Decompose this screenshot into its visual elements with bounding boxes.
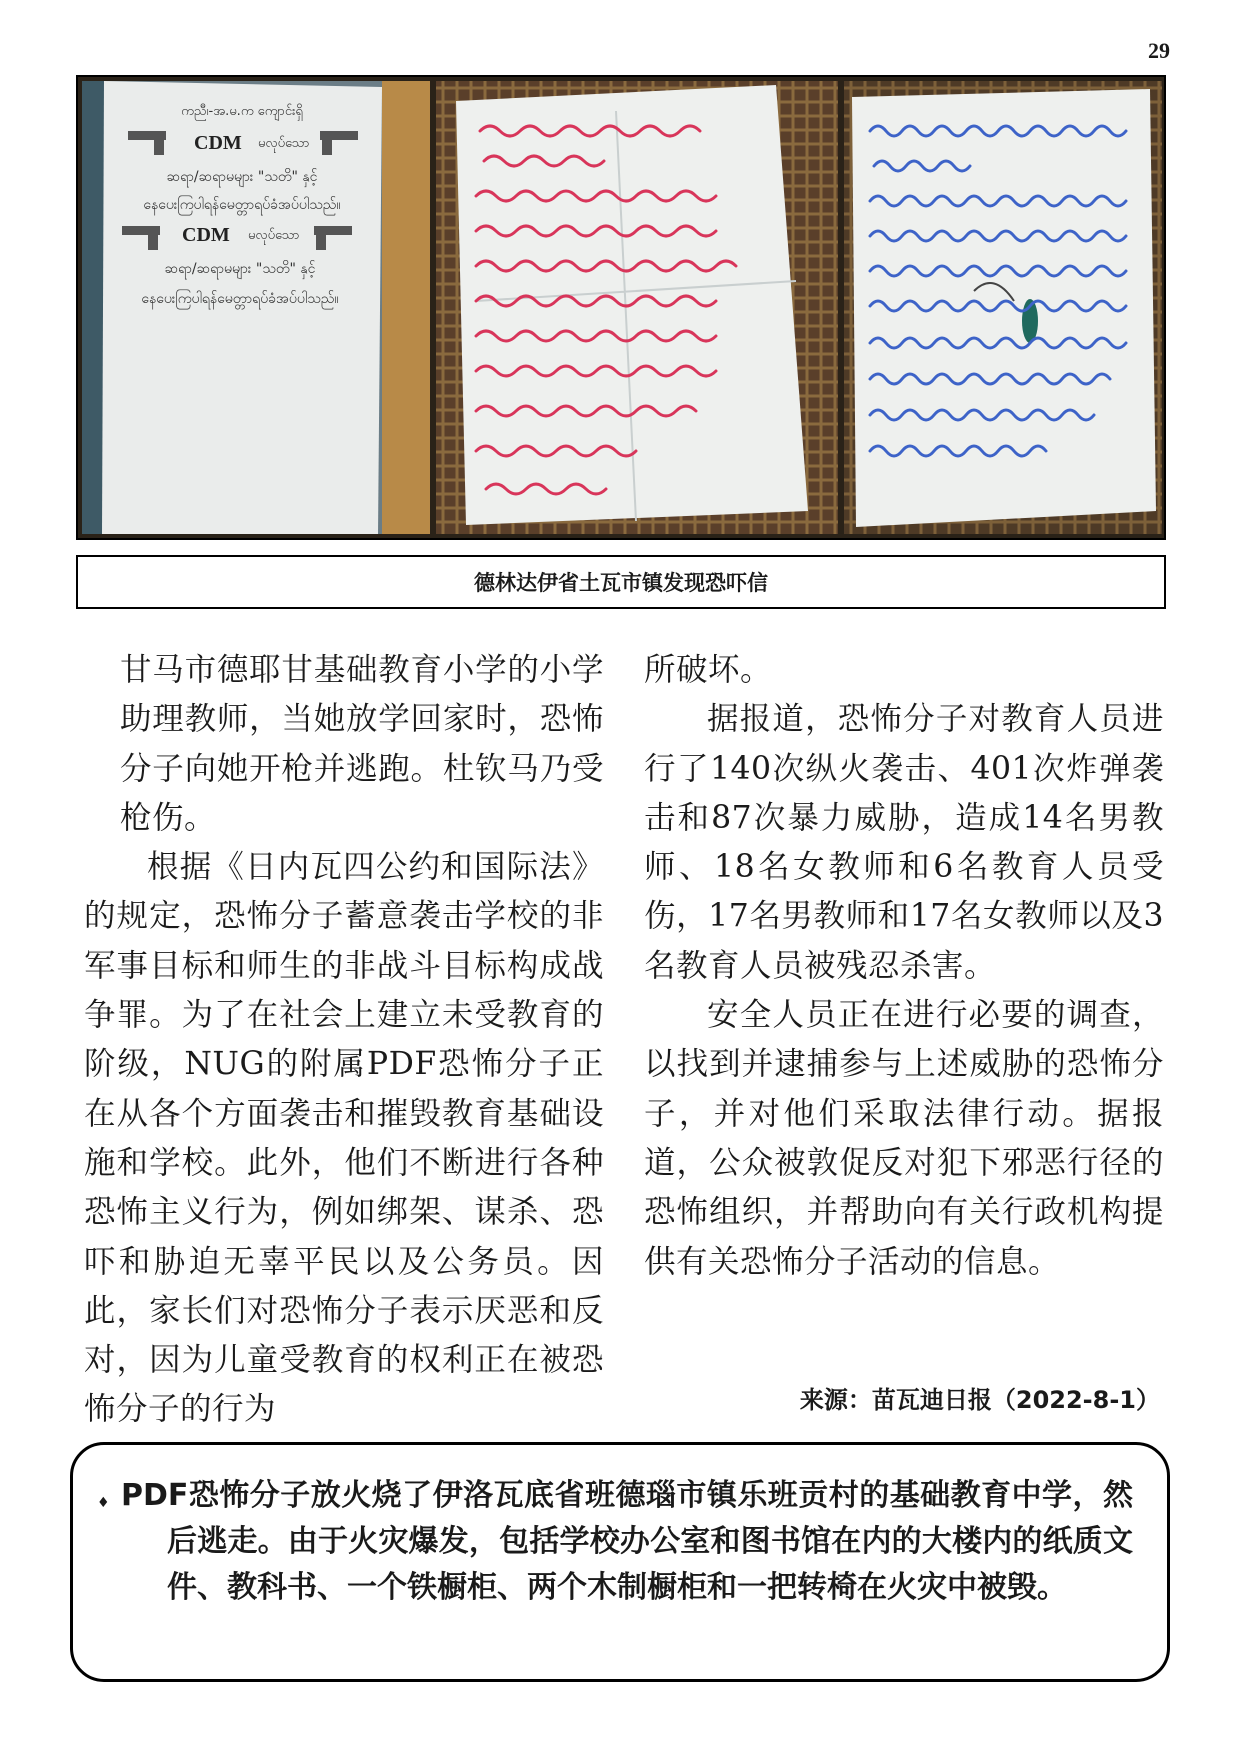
- leaflet-line: နေပေးကြပါရန်မေတ္တာရပ်ခံအပ်ပါသည်။: [141, 291, 339, 307]
- figure-caption: 德林达伊省土瓦市镇发现恐吓信: [76, 555, 1166, 609]
- article-left-column: [84, 646, 604, 1435]
- news-box: [70, 1442, 1170, 1682]
- article-paragraph: 安全人员正在进行必要的调查，以找到并逮捕参与上述威胁的恐怖分子，并对他们采取法律行动。据报道，公众被敦促反对犯下邪恶行径的恐怖组织，并帮助向有关行政机构提供有关恐怖分子活动的信息。: [644, 997, 1164, 1280]
- photo-strip: [76, 75, 1166, 540]
- leaflet-line: ဆရာ/ဆရာမများ "သတိ" နှင့်: [166, 169, 318, 185]
- article-paragraph: 所破坏。: [644, 652, 773, 688]
- article-paragraph: 根据《日内瓦四公约和国际法》的规定，恐怖分子蓄意袭击学校的非军事目标和师生的非战斗目标构成战争罪。为了在社会上建立未受教育的阶级，NUG的附属PDF恐怖分子正在从各个方面袭击和摧毁教育基础设施和学校。此外，他们不断进行各种恐怖主义行为，例如绑架、谋杀、恐吓和胁迫无辜平民以及公务员。因此，家长们对恐怖分子表示厌恶和反对，因为儿童受教育的权利正在被恐怖分子的行为: [84, 849, 604, 1428]
- photo-handwritten-blue-letter: [844, 81, 1162, 534]
- leaflet-line: မလုပ်သော: [248, 228, 300, 243]
- article-paragraph: 甘马市德耶甘基础教育小学的小学助理教师，当她放学回家时，恐怖分子向她开枪并逃跑。杜钦马乃受枪伤。: [120, 652, 604, 836]
- photo-printed-leaflet: [82, 81, 430, 534]
- photo-handwritten-red-letter: [436, 81, 838, 534]
- article-paragraph: 据报道，恐怖分子对教育人员进行了140次纵火袭击、401次炸弹袭击和87次暴力威胁，造成14名男教师、18名女教师和6名教育人员受伤，17名男教师和17名女教师以及3名教育人员被残忍杀害。: [644, 701, 1164, 984]
- leaflet-line: နေပေးကြပါရန်မေတ္တာရပ်ခံအပ်ပါသည်။: [143, 197, 341, 213]
- news-item-text: PDF恐怖分子放火烧了伊洛瓦底省班德瑙市镇乐班贡村的基础教育中学，然后逃走。由于火灾爆发，包括学校办公室和图书馆在内的大楼内的纸质文件、教科书、一个铁橱柜、两个木制橱柜和一把转椅在火灾中被毁。: [121, 1478, 1133, 1605]
- article-source: 来源：苗瓦迪日报（2022-8-1）: [799, 1386, 1160, 1414]
- diamond-bullet-icon: ♦: [97, 1495, 110, 1511]
- page-number: 29: [1148, 38, 1170, 63]
- article-right-column: [644, 646, 1164, 1287]
- leaflet-line: မလုပ်သော: [258, 136, 310, 151]
- cdm-badge: CDM: [194, 132, 242, 154]
- leaflet-header: ကညီ၊-အ.မ.က ကျောင်းရှိ: [181, 104, 303, 119]
- leaflet-line: ဆရာ/ဆရာမများ "သတိ" နှင့်: [164, 261, 316, 277]
- cdm-badge: CDM: [182, 224, 230, 246]
